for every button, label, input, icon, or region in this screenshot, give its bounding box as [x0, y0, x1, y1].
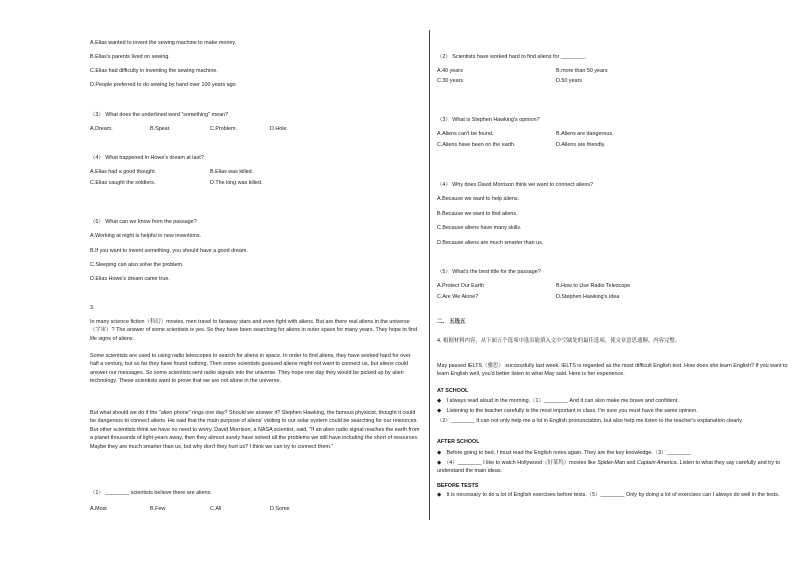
option-b: B.Few — [150, 506, 166, 512]
bullet-item: ◆ Listening to the teacher carefully is the most important in class. I'm sure you must have the same opinion. — [437, 408, 698, 414]
option-a: A.Working at night is helpful in new inventions. — [90, 233, 202, 239]
option-c: C.Because aliens have many skills. — [437, 225, 522, 231]
option-b: B.Aliens are dangerous. — [556, 131, 614, 137]
question-stem: （3） What is Stephen Hawking's opinion? — [437, 117, 540, 123]
bullet-item: ◆ It is necessary to do a lot of English exercises before tests.（5）________ Only by doing a lot of exercises can I always do well in the tests. — [437, 492, 780, 498]
passage-intro: May passed IELTS（雅思） successfully last week. IELTS is regarded as the most difficult English test. How does she learn English? If you want to learn English well, you'd better listen to what May said. Here is her experience. — [437, 363, 788, 378]
blank-line: （2）________ It can not only help me a lot in English pronunciation, but also help me listen to the teacher's explanation clearly. — [437, 418, 743, 424]
option-c: C.Are We Alone? — [437, 294, 479, 300]
passage-paragraph: In many science fiction（科幻）movies, men travel to faraway stars and even fight with aliens. But are there real aliens in the universe（宇宙）? The answer of some scientists is yes. So they have been searching for aliens in outer space for many years. They hope to find life signs of aliens. — [90, 319, 418, 342]
section-instruction: 4. 根据材料内容，从下面五个选项中选出能填入文中空缺处的最佳选项，使文章意思通顺、内容完整。 — [437, 338, 681, 344]
section-heading: 二、 五选五 — [437, 319, 466, 325]
subheading-before-tests: BEFORE TESTS — [437, 483, 479, 489]
question-stem: （4） Why does David Morrison think we want to connect aliens? — [437, 182, 594, 188]
bullet-item: ◆ Before going to bed, I must read the English notes again. They are the key knowledge.（3）________ — [437, 450, 691, 456]
option-b: B.Spear. — [150, 126, 171, 132]
option-d: D.People preferred to do sewing by hand over 100 years ago. — [90, 82, 238, 88]
option-d: D.The king was killed. — [210, 180, 263, 186]
passage-number: 3. — [90, 305, 95, 311]
passage-paragraph: But what should we do if the "alien phone" rings one day? Should we answer it? Stephen Hawking, the famous physicist, thought it could be dangerous to connect aliens. He said that the main purpose of aliens' visiting to our solar system could be searching for our resources. But other scientists think we have no need to worry. David Morrison, a NASA scientist, said, "If an alien radio signal reaches the earth from a planet thousands of light-years away, then they almost surely have solved all the problems we still have including the short of resources. Maybe they are much smarter than us, but why don't they hurt us? I think we can try to connect them." — [90, 410, 420, 450]
option-c: C.30 years — [437, 78, 464, 84]
question-stem: （2） Scientists have worked hard to find aliens for ________. — [437, 54, 587, 60]
option-a: A.Dream. — [90, 126, 113, 132]
option-b: B.Elias was killed. — [210, 169, 254, 175]
option-a: A.Because we want to help aliens. — [437, 196, 520, 202]
question-stem: （5） What's the best title for the passage? — [437, 269, 541, 275]
question-stem: （5） What can we know from the passage? — [90, 219, 197, 225]
question-stem: （3） What does the underlined word "something" mean? — [90, 112, 229, 118]
passage-paragraph: Some scientists are used to using radio telescopes to search for aliens in space. In order to find aliens, they have worked hard for over half a century, but so far they have found nothing. Then some scientists guessed aliens might not want to connect us, but aliens could answer our messages. So some scientists sent radio signals into the universe. They hope one day they would be picked up by alien technology. These scientists want to prove that we are not alone in the universe. — [90, 353, 411, 385]
option-c: C.Problem. — [210, 126, 237, 132]
column-divider — [429, 30, 430, 520]
option-a: A.Most — [90, 506, 107, 512]
conjunction: and — [625, 460, 638, 466]
bullet-item: ◆ I always read aloud in the morning.（1）________ And it can also make me brave and confident. — [437, 398, 679, 404]
option-c: C.Elias caught the soldiers. — [90, 180, 156, 186]
option-d: D.Because aliens are much smarter than us. — [437, 240, 544, 246]
option-b: B.How to Use Radio Telescope — [556, 283, 631, 289]
subheading-at-school: AT SCHOOL — [437, 388, 469, 394]
option-a: A.40 years — [437, 68, 463, 74]
option-d: D.50 years — [556, 78, 583, 84]
option-a: A.Elias had a good thought. — [90, 169, 157, 175]
option-b: B.Elias's parents lived on sewing. — [90, 54, 170, 60]
option-b: B.more than 50 years — [556, 68, 608, 74]
option-c: C.Elias had difficulty in inventing the sewing machine. — [90, 68, 218, 74]
option-b: B.Because we want to find aliens. — [437, 211, 518, 217]
option-b: B.If you want to invent something, you should have a good dream. — [90, 248, 248, 254]
option-d: D.Elias Howe's dream came true. — [90, 276, 170, 282]
question-stem: （1） ________ scientists believe there are aliens. — [90, 490, 212, 496]
option-d: D.Aliens are friendly. — [556, 142, 606, 148]
option-d: D.Stephen Hawking's Idea — [556, 294, 620, 300]
bullet-text: . Listen to what they say carefully and try to understand the main ideas. — [437, 460, 781, 475]
bullet-item — [437, 459, 782, 476]
option-d: D.Hole. — [270, 126, 288, 132]
option-c: C.Sleeping can also solve the problem. — [90, 262, 184, 268]
option-a: A.Protect Our Earth — [437, 283, 485, 289]
option-a: A.Aliens can't be found. — [437, 131, 494, 137]
option-a: A.Elias wanted to invent the sewing machine to make money. — [90, 40, 237, 46]
option-d: D.Some — [270, 506, 290, 512]
movie-title: Captain America — [637, 460, 677, 466]
movie-title: Spider-Man — [597, 460, 626, 466]
bullet-text: ◆ （4）________ I like to watch Hollywood（好莱坞）movies like — [437, 460, 598, 466]
option-c: C.Aliens have been on the earth. — [437, 142, 516, 148]
question-stem: （4） What happened in Howe's dream at last? — [90, 155, 204, 161]
subheading-after-school: AFTER SCHOOL — [437, 439, 480, 445]
option-c: C.All — [210, 506, 222, 512]
